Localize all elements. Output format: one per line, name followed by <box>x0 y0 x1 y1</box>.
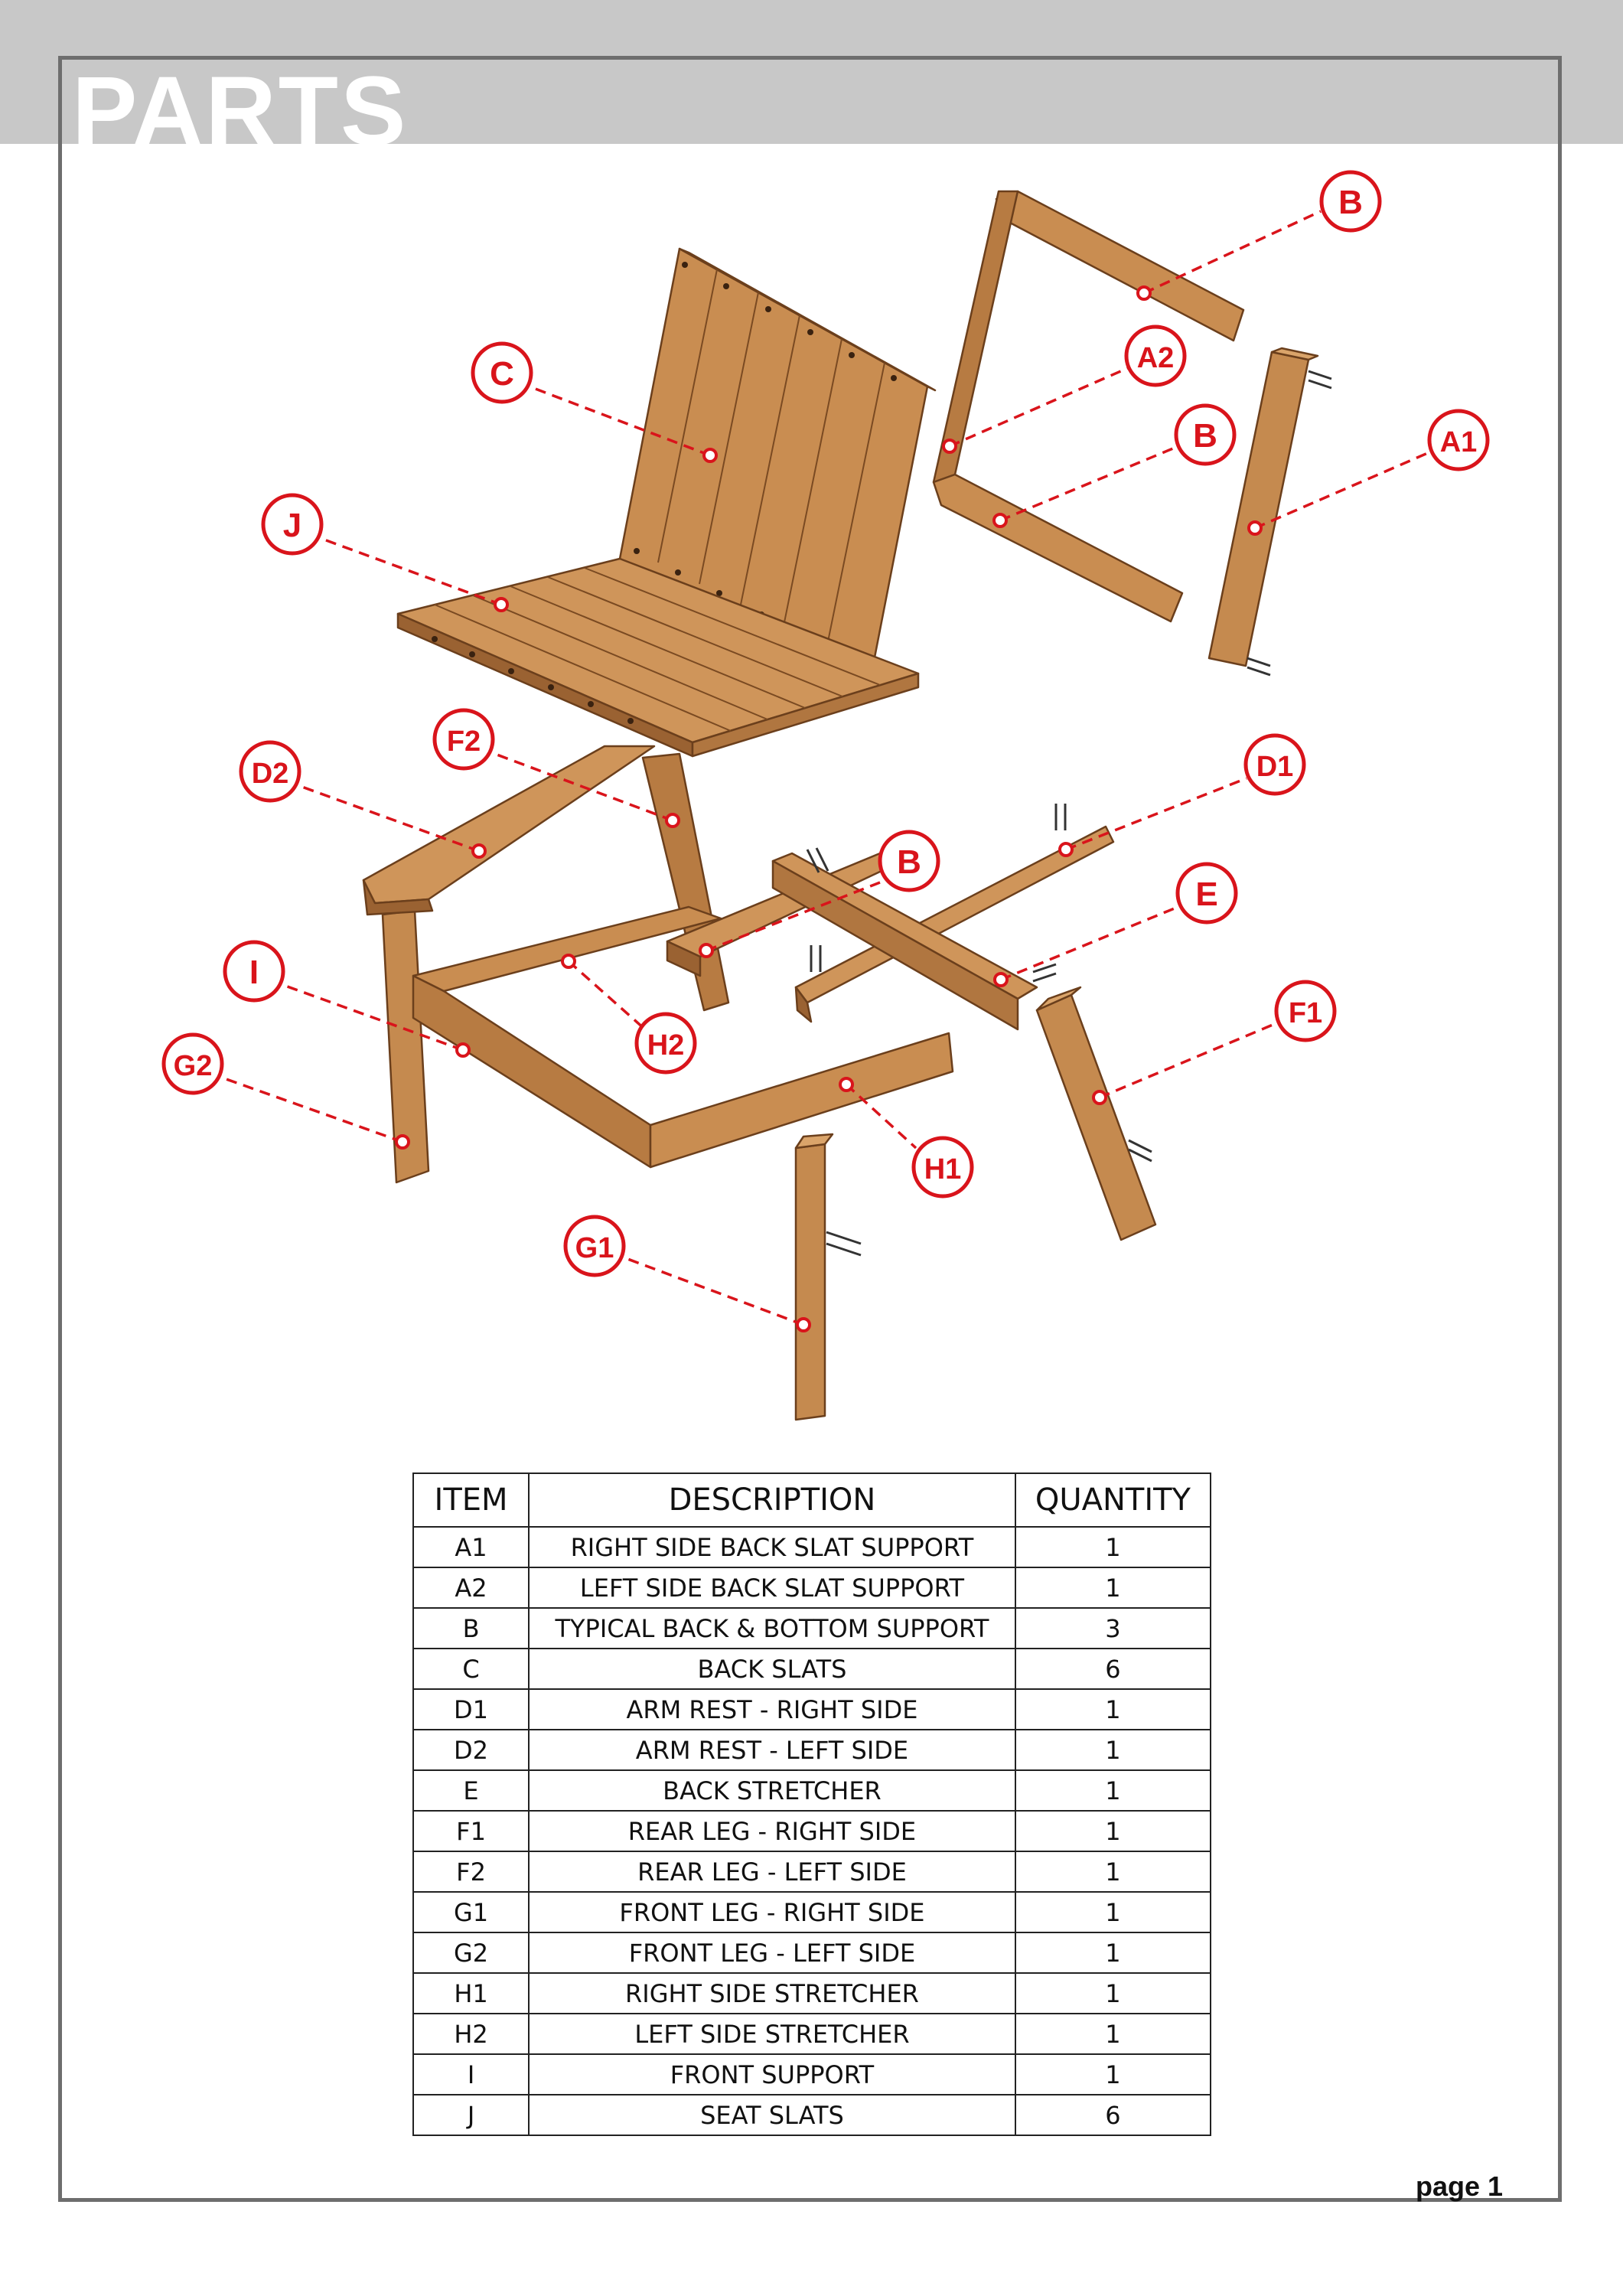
table-row <box>413 2014 1211 2054</box>
callout-f2: F2 <box>446 726 481 758</box>
table-row <box>413 1770 1211 1811</box>
rear-leg-f2 <box>643 754 728 1010</box>
callout-f1: F1 <box>1288 997 1323 1029</box>
table-row <box>413 1730 1211 1770</box>
table-row <box>413 2095 1211 2135</box>
cell-item: D2 <box>413 1730 529 1770</box>
cell-item: G2 <box>413 1932 529 1973</box>
cell-quantity: 1 <box>1015 1567 1211 1608</box>
callout-d2: D2 <box>251 758 289 790</box>
cell-item: E <box>413 1770 529 1811</box>
cell-quantity: 1 <box>1015 2054 1211 2095</box>
cell-description: FRONT LEG - LEFT SIDE <box>529 1932 1015 1973</box>
cell-quantity: 3 <box>1015 1608 1211 1649</box>
callout-i: I <box>249 954 259 991</box>
cell-item: C <box>413 1649 529 1689</box>
col-header-item: ITEM <box>413 1473 529 1527</box>
table-row <box>413 1973 1211 2014</box>
cell-item: G1 <box>413 1892 529 1932</box>
rear-leg-f1 <box>1037 987 1155 1240</box>
cell-description: FRONT LEG - RIGHT SIDE <box>529 1892 1015 1932</box>
page-title: PARTS <box>72 57 409 166</box>
callout-j: J <box>282 507 302 544</box>
cell-description: REAR LEG - LEFT SIDE <box>529 1851 1015 1892</box>
cell-description: LEFT SIDE BACK SLAT SUPPORT <box>529 1567 1015 1608</box>
front-leg-g1 <box>796 1134 833 1420</box>
cell-quantity: 6 <box>1015 1649 1211 1689</box>
callout-a1: A1 <box>1439 426 1478 458</box>
callout-a2: A2 <box>1136 342 1175 374</box>
cell-quantity: 1 <box>1015 1892 1211 1932</box>
cell-description: REAR LEG - RIGHT SIDE <box>529 1811 1015 1851</box>
table-row <box>413 1608 1211 1649</box>
cell-item: A1 <box>413 1527 529 1567</box>
table-row <box>413 1932 1211 1973</box>
table-row <box>413 1567 1211 1608</box>
cell-quantity: 1 <box>1015 1770 1211 1811</box>
cell-item: H1 <box>413 1973 529 2014</box>
cell-item: F1 <box>413 1811 529 1851</box>
cell-quantity: 1 <box>1015 1973 1211 2014</box>
cell-description: BACK SLATS <box>529 1649 1015 1689</box>
cell-description: TYPICAL BACK & BOTTOM SUPPORT <box>529 1608 1015 1649</box>
callout-d1: D1 <box>1256 751 1294 783</box>
page-number: page 1 <box>1416 2170 1504 2202</box>
cell-description: FRONT SUPPORT <box>529 2054 1015 2095</box>
cell-item: D1 <box>413 1689 529 1730</box>
front-support-i <box>413 976 650 1167</box>
table-row <box>413 1892 1211 1932</box>
cell-item: B <box>413 1608 529 1649</box>
table-header-row <box>413 1473 1211 1527</box>
table-row <box>413 1649 1211 1689</box>
cell-quantity: 6 <box>1015 2095 1211 2135</box>
callout-g2: G2 <box>173 1050 213 1082</box>
parts-table <box>412 1473 1211 2136</box>
table-row <box>413 1689 1211 1730</box>
col-header-quantity: QUANTITY <box>1015 1473 1211 1527</box>
callout-h1: H1 <box>924 1153 962 1186</box>
cell-quantity: 1 <box>1015 1811 1211 1851</box>
cell-description: ARM REST - RIGHT SIDE <box>529 1689 1015 1730</box>
arm-rest-d2 <box>363 746 654 915</box>
table-row <box>413 1811 1211 1851</box>
cell-item: F2 <box>413 1851 529 1892</box>
callout-b-mid: B <box>1193 417 1217 455</box>
table-row <box>413 1851 1211 1892</box>
table-row <box>413 2054 1211 2095</box>
cell-item: A2 <box>413 1567 529 1608</box>
col-header-description: DESCRIPTION <box>529 1473 1015 1527</box>
cell-quantity: 1 <box>1015 1730 1211 1770</box>
cell-quantity: 1 <box>1015 1689 1211 1730</box>
cell-description: RIGHT SIDE BACK SLAT SUPPORT <box>529 1527 1015 1567</box>
cell-quantity: 1 <box>1015 1932 1211 1973</box>
table-row <box>413 1527 1211 1567</box>
cell-item: J <box>413 2095 529 2135</box>
cell-item: H2 <box>413 2014 529 2054</box>
cell-item: I <box>413 2054 529 2095</box>
callout-g1: G1 <box>575 1232 614 1264</box>
callout-e: E <box>1195 876 1218 913</box>
callout-b-top: B <box>1338 184 1363 221</box>
callout-c: C <box>490 355 514 393</box>
cell-quantity: 1 <box>1015 2014 1211 2054</box>
back-slat-support-a1 <box>1209 348 1318 666</box>
callout-h2: H2 <box>647 1029 685 1062</box>
cell-description: RIGHT SIDE STRETCHER <box>529 1973 1015 2014</box>
cell-description: BACK STRETCHER <box>529 1770 1015 1811</box>
cell-description: LEFT SIDE STRETCHER <box>529 2014 1015 2054</box>
cell-quantity: 1 <box>1015 1851 1211 1892</box>
cell-description: SEAT SLATS <box>529 2095 1015 2135</box>
cell-quantity: 1 <box>1015 1527 1211 1567</box>
callout-b-low: B <box>897 843 921 881</box>
cell-description: ARM REST - LEFT SIDE <box>529 1730 1015 1770</box>
